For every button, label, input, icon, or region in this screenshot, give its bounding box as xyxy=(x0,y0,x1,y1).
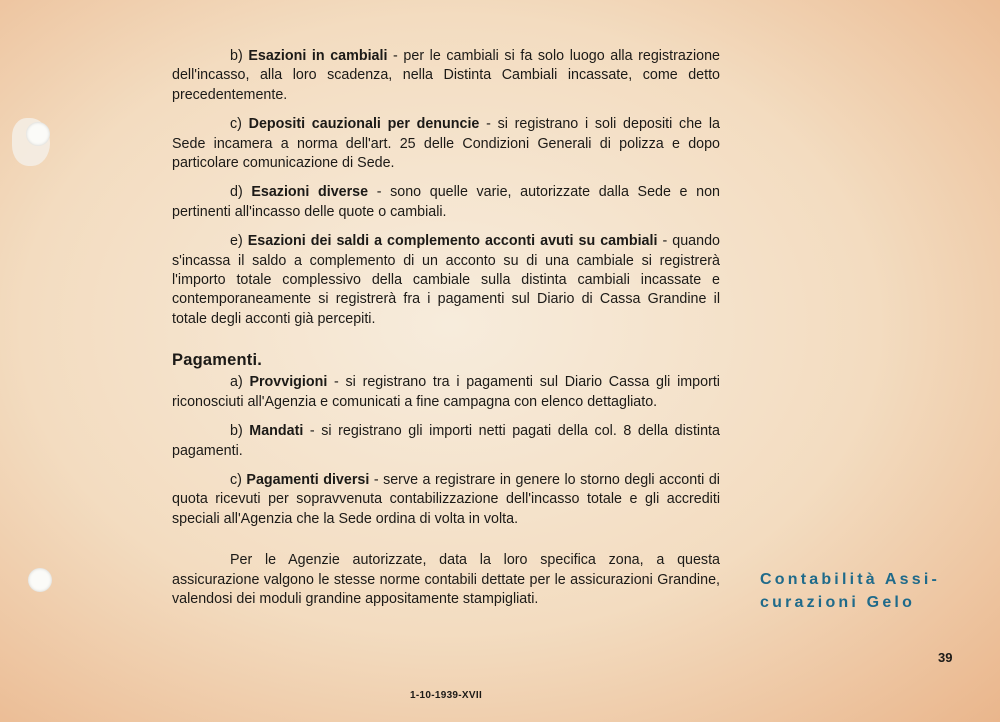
item-term: Esazioni dei saldi a complemento acconti avuti su cambiali xyxy=(247,233,658,250)
footer-date: 1-10-1939-XVII xyxy=(410,690,483,701)
document-body xyxy=(172,47,720,619)
list-item xyxy=(172,183,720,222)
side-title-line2: curazioni Gelo xyxy=(760,594,916,611)
list-item xyxy=(172,422,720,461)
punch-hole-top xyxy=(26,122,50,146)
item-text: - si registrano i soli depositi che la Sede incamera a norma dell'art. 25 delle Condizioni Generali di polizza e dopo particolare comunicazione di Sede. xyxy=(172,116,720,172)
item-term: Mandati xyxy=(249,423,304,440)
list-item xyxy=(172,471,720,529)
section-heading-pagamenti: Pagamenti. xyxy=(172,351,263,370)
side-title xyxy=(760,568,960,614)
item-text: - si registrano tra i pagamenti sul Diario Cassa gli importi riconosciuti all'Agenzia e comunicati a fine campagna con elenco dettagliato. xyxy=(172,374,720,410)
item-term: Esazioni in cambiali xyxy=(248,48,388,64)
punch-hole-bottom xyxy=(28,568,52,592)
side-title-line1: Contabilità Assi- xyxy=(760,571,941,588)
item-term: Esazioni diverse xyxy=(251,184,369,201)
item-marker: c) xyxy=(230,116,242,133)
item-marker: b) xyxy=(230,423,243,440)
item-marker: e) xyxy=(230,233,243,250)
list-item xyxy=(172,115,720,173)
item-term: Depositi cauzionali per denuncie xyxy=(248,116,480,133)
pagamenti-list xyxy=(172,373,720,529)
item-marker: a) xyxy=(230,374,243,391)
item-text: - quando s'incassa il saldo a complemento di un acconto su di una cambiale si registrerà l'importo totale complessivo della cambiale sulla distinta cambiali incassate e contemporaneamente si registrerà fra i pagamenti sul Diario di Cassa Grandine il totale degli acconti già percepiti. xyxy=(172,233,720,327)
item-term: Pagamenti diversi xyxy=(246,471,370,488)
item-text: - serve a registrare in genere lo storno degli acconti di quota ricevuti per sopravvenuta contabilizzazione dell'incasso totale e gli accrediti speciali all'Agenzia che la Sede ordina di volta in volta. xyxy=(172,471,720,527)
item-text: - per le cambiali si fa solo luogo alla registrazione dell'incasso, alla loro scadenza, nella Distinta Cambiali incassate, come detto precedentemente. xyxy=(172,48,720,103)
esazioni-list xyxy=(172,47,720,329)
item-term: Provvigioni xyxy=(249,374,328,391)
item-marker: d) xyxy=(230,184,243,201)
item-text: - si registrano gli importi netti pagati della col. 8 della distinta pagamenti. xyxy=(172,423,720,459)
item-marker: b) xyxy=(230,48,243,64)
list-item xyxy=(172,47,720,105)
page-number: 39 xyxy=(938,650,953,665)
item-marker: c) xyxy=(230,471,242,488)
item-text: - sono quelle varie, autorizzate dalla Sede e non pertinenti all'incasso delle quote o cambiali. xyxy=(172,184,721,220)
list-item xyxy=(172,373,720,412)
closing-paragraph: Per le Agenzie autorizzate, data la loro specifica zona, a questa assicurazione valgono le stesse norme contabili dettate per le assicurazioni Grandine, valendosi dei moduli grandine appositamente stampigliati. xyxy=(172,552,720,607)
list-item xyxy=(172,232,720,329)
